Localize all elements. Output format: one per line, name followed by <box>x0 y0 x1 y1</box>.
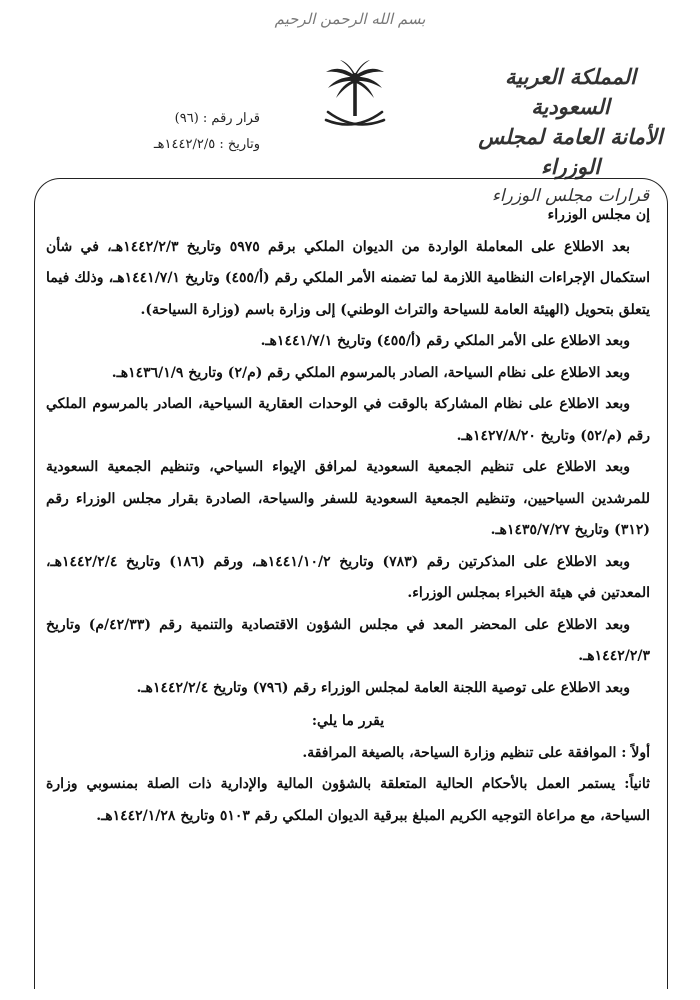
paragraph: وبعد الاطلاع على الأمر الملكي رقم (أ/٤٥٥) وتاريخ ١٤٤١/٧/١هـ. <box>260 333 630 349</box>
paragraph: وبعد الاطلاع على توصية اللجنة العامة لمجلس الوزراء رقم (٧٩٦) وتاريخ ١٤٤٢/٢/٤هـ. <box>136 679 630 696</box>
paragraph: وبعد الاطلاع على تنظيم الجمعية السعودية لمرافق الإيواء السياحي، وتنظيم الجمعية السعودية للمرشدين السياحيين، وتنظيم الجمعية السعودية للسفر والسياحة، الصادرة بقرار مجلس الوزراء رقم (٣١٢) وتاريخ ١٤٣٥/٧/٢٧هـ. <box>46 459 650 538</box>
opening-line: إن مجلس الوزراء <box>547 207 650 223</box>
paragraph: بعد الاطلاع على المعاملة الواردة من الديوان الملكي برقم ٥٩٧٥ وتاريخ ١٤٤٢/٢/٣هـ، في شأن استكمال الإجراءات النظامية اللازمة لما تضمنه الأمر الملكي رقم (أ/٤٥٥) وتاريخ ١٤٤١/٧/١هـ، وذلك فيما يتعلق بتحويل (الهيئة العامة للسياحة والتراث الوطني) إلى وزارة باسم (وزارة السياحة). <box>46 238 651 318</box>
decision-info <box>120 106 260 158</box>
paragraph: وبعد الاطلاع على المذكرتين رقم (٧٨٣) وتاريخ ١٤٤١/١٠/٢هـ، ورقم (١٨٦) وتاريخ ١٤٤٢/٢/٤هـ، المعدتين في هيئة الخبراء بمجلس الوزراء. <box>46 553 650 601</box>
document-body <box>46 200 650 832</box>
paragraph: وبعد الاطلاع على نظام المشاركة بالوقت في الوحدات العقارية السياحية، الصادر بالمرسوم الملكي رقم (م/٥٢) وتاريخ ١٤٢٧/٨/٢٠هـ. <box>46 396 650 444</box>
decision-item-second: ثانياً: يستمر العمل بالأحكام الحالية المتعلقة بالشؤون المالية والإدارية ذات الصلة بمنسوبي وزارة السياحة، مع مراعاة التوجيه الكريم المبلغ ببرقية الديوان الملكي رقم ٥١٠٣ وتاريخ ١٤٤٢/١/٢٨هـ. <box>46 776 650 824</box>
decision-number: قرار رقم : (٩٦) <box>174 111 260 126</box>
palm-and-swords-emblem-icon <box>320 58 390 138</box>
paragraph: وبعد الاطلاع على نظام السياحة، الصادر بالمرسوم الملكي رقم (م/٢) وتاريخ ١٤٣٦/١/٩هـ. <box>111 364 630 381</box>
decisions-title: قرارات مجلس الوزراء <box>491 186 650 206</box>
kingdom-name: المملكة العربية السعودية <box>504 64 637 119</box>
resolves-heading: يقرر ما يلي: <box>311 713 385 729</box>
decision-item-first: أولاً : الموافقة على تنظيم وزارة السياحة، بالصيغة المرافقة. <box>302 744 650 761</box>
paragraph: وبعد الاطلاع على المحضر المعد في مجلس الشؤون الاقتصادية والتنمية رقم (٤٢/٣٣/م) وتاريخ ١٤٤٢/٢/٣هـ. <box>46 616 650 664</box>
secretariat-name: الأمانة العامة لمجلس الوزراء <box>478 124 663 179</box>
decision-date: وتاريخ : ١٤٤٢/٢/٥هـ <box>153 137 260 152</box>
basmala: بسم الله الرحمن الرحيم <box>274 10 426 28</box>
